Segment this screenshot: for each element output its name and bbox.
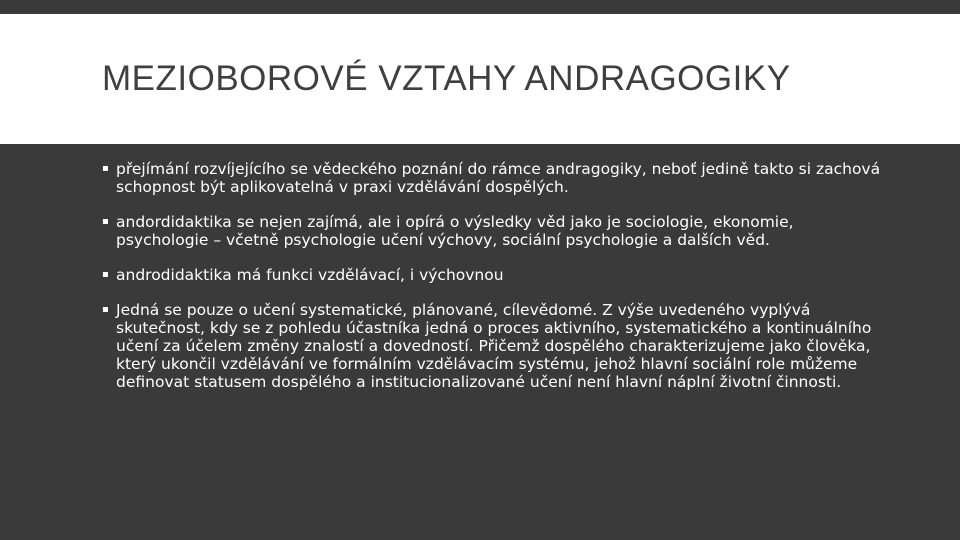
bullet-list (102, 160, 882, 408)
bullet-item (102, 266, 882, 284)
bullet-text: andordidaktika se nejen zajímá, ale i opírá o výsledky věd jako je sociologie, ekonomie, psychologie – včetně psychologie učení výchovy, sociální psychologie a dalších věd. (116, 213, 794, 249)
bullet-item (102, 160, 882, 196)
bullet-item (102, 301, 882, 391)
bullet-text: přejímání rozvíjejícího se vědeckého poznání do rámce andragogiky, neboť jedině takto si zachová schopnost být aplikovatelná v praxi vzdělávání dospělých. (116, 160, 881, 196)
square-bullet-icon: ▪ (102, 163, 109, 174)
bullet-item (102, 213, 882, 249)
square-bullet-icon: ▪ (102, 269, 109, 280)
bullet-text: androdidaktika má funkci vzdělávací, i výchovnou (116, 266, 504, 284)
slide-title: MEZIOBOROVÉ VZTAHY ANDRAGOGIKY (102, 59, 791, 98)
bullet-text: Jedná se pouze o učení systematické, plánované, cílevědomé. Z výše uvedeného vyplývá skutečnost, kdy se z pohledu účastníka jedná o proces aktivního, systematického a kontinuálního učení za účelem změny znalostí a dovedností. Přičemž dospělého charakterizujeme jako člověka, který ukončil vzdělávání ve formálním vzdělávacím systému, jehož hlavní sociální role můžeme definovat statusem dospělého a institucionalizované učení není hlavní náplní životní činnosti. (116, 301, 872, 391)
square-bullet-icon: ▪ (102, 216, 109, 227)
square-bullet-icon: ▪ (102, 304, 109, 315)
